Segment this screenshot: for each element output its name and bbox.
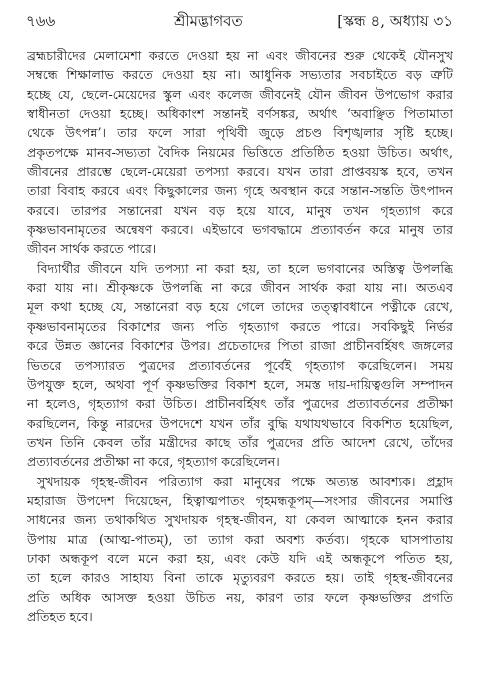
paragraph-2 [27,259,453,472]
text-line: বিদ্যার্থীর জীবনে যদি তপস্যা না করা হয়, তা হলে ভগবানের অস্তিত্ব উপলব্ধি [37,260,453,276]
text-line: জীবনের প্রারম্ভে ছেলে-মেয়েরা তপস্যা করবে। যখন তারা প্রাপ্তবয়স্ক হবে, তখন [27,164,453,180]
text-line: সম্বন্ধে শিক্ষালাভ করতে দেওয়া হয় না। আধুনিক সভ্যতার সবচাইতে বড় ত্রুটি [27,67,453,83]
text-line: করবে। তারপর সন্তানেরা যখন বড় হয়ে যাবে, মানুষ তখন গৃহত্যাগ করে [27,202,453,218]
text-line: মূল কথা হচ্ছে যে, সন্তানেরা বড় হয়ে গেলে তাদের তত্ত্বাবধানে পত্নীকে রেখে, [27,299,453,315]
page-body [27,46,453,626]
text-line: উপায় মাত্র (আত্ম-পাতম্), তা ত্যাগ করা অবশ্য কর্তব্য। গৃহকে ঘাসপাতায় [27,531,453,547]
text-line: করে উন্নত জ্ঞানের বিকাশের উপর। প্রচেতাদের পিতা রাজা প্রাচীনবর্হিষৎ জঙ্গলের [27,338,453,354]
text-line: স্বাধীনতা দেওয়া হচ্ছে। অধিকাংশ সন্তানই বর্ণসঙ্কর, অর্থাৎ ‘অবাঞ্ছিত পিতামাতা [27,106,453,122]
text-line: হচ্ছে যে, ছেলে-মেয়েদের স্কুল এবং কলেজ জীবনেই যৌন জীবন উপভোগ করার [27,86,453,102]
text-line: তারা বিবাহ করবে এবং কিছুকালের জন্য গৃহে অবস্থান করে সন্তান-সন্ততি উৎপাদন [27,183,453,199]
text-line: জীবন সার্থক করতে পারে। [27,241,157,257]
canto-chapter-label: [স্কন্ধ ৪, অধ্যায় ৩১ [337,12,453,30]
running-header [26,10,453,32]
text-line: সুখদায়ক গৃহস্থ-জীবন পরিত্যাগ করা মানুষের পক্ষে অত্যন্ত আবশ্যক। প্রহ্লাদ [37,473,453,489]
text-line: ঢাকা অন্ধকূপ বলে মনে করা হয়, এবং কেউ যদি এই অন্ধকূপে পতিত হয়, [27,550,453,566]
text-line: করা যায় না। শ্রীকৃষ্ণকে উপলব্ধি না করে জীবন সার্থক করা যায় না। অতএব [27,280,453,296]
text-line: না হলেও, গৃহত্যাগ করা উচিত। প্রাচীনবর্হিষৎ তাঁর পুত্রদের প্রত্যাবর্তনের প্রতীক্ষা [27,396,453,412]
book-title: শ্রীমদ্ভাগবত [174,12,243,30]
text-line: করছিলেন, কিন্তু নারদের উপদেশে যখন তাঁর বুদ্ধি যথাযথভাবে বিকশিত হয়েছিল, [27,415,453,431]
text-line: কৃষ্ণভাবনামৃতের অন্বেষণ করবে। এইভাবে ভগবদ্ধামে প্রত্যাবর্তন করে মানুষ তার [27,222,453,238]
text-line: প্রত্যাবর্তনের প্রতীক্ষা না করে, গৃহত্যাগ করেছিলেন। [27,454,280,470]
paragraph-1 [27,46,453,259]
text-line: প্রতি অধিক আসক্ত হওয়া উচিত নয়, কারণ তার ফলে কৃষ্ণভক্তির প্রগতি [27,589,453,605]
text-line: ব্রহ্মচারীদের মেলামেশা করতে দেওয়া হয় না এবং জীবনের শুরু থেকেই যৌনসুখ [27,48,453,63]
text-line: প্রকৃতপক্ষে মানব-সভ্যতা বৈদিক নিয়মের ভিত্তিতে প্রতিষ্ঠিত হওয়া উচিত। অর্থাৎ, [27,144,453,160]
text-line: মহারাজ উপদেশ দিয়েছেন, হিত্বাত্মপাতং গৃহমন্ধকূপম্—সংসার জীবনের সমাপ্তি [27,492,453,508]
page-number: ৭৬৬ [26,12,56,30]
text-line: তা হলে কারও সাহায্য বিনা তাকে মৃত্যুবরণ করতে হয়। তাই গৃহস্থ-জীবনের [27,570,453,586]
text-line: কৃষ্ণভাবনামৃতের বিকাশের জন্য পতি গৃহত্যাগ করতে পারে। সবকিছুই নির্ভর [27,318,453,334]
text-line: উপযুক্ত হলে, অথবা পূর্ণ কৃষ্ণভক্তির বিকাশ হলে, সমস্ত দায়-দায়িত্বগুলি সম্পাদন [27,376,453,392]
text-line: ভিতরে তপস্যারত পুত্রদের প্রত্যাবর্তনের পূর্বেই গৃহত্যাগ করেছিলেন। সময় [27,357,453,373]
text-line: প্রতিহত হবে। [27,608,93,624]
text-line: থেকে উৎপন্ন’। তার ফলে সারা পৃথিবী জুড়ে প্রচণ্ড বিশৃঙ্খলার সৃষ্টি হচ্ছে। [27,125,453,141]
paragraph-3 [27,472,453,627]
text-line: সাধনের জন্য তথাকথিত সুখদায়ক গৃহস্থ-জীবন, যা কেবল আত্মাকে হনন করার [27,512,453,528]
text-line: তখন তিনি কেবল তাঁর মন্ত্রীদের কাছে তাঁর পুত্রদের প্রতি আদেশ রেখে, তাঁদের [27,434,453,450]
